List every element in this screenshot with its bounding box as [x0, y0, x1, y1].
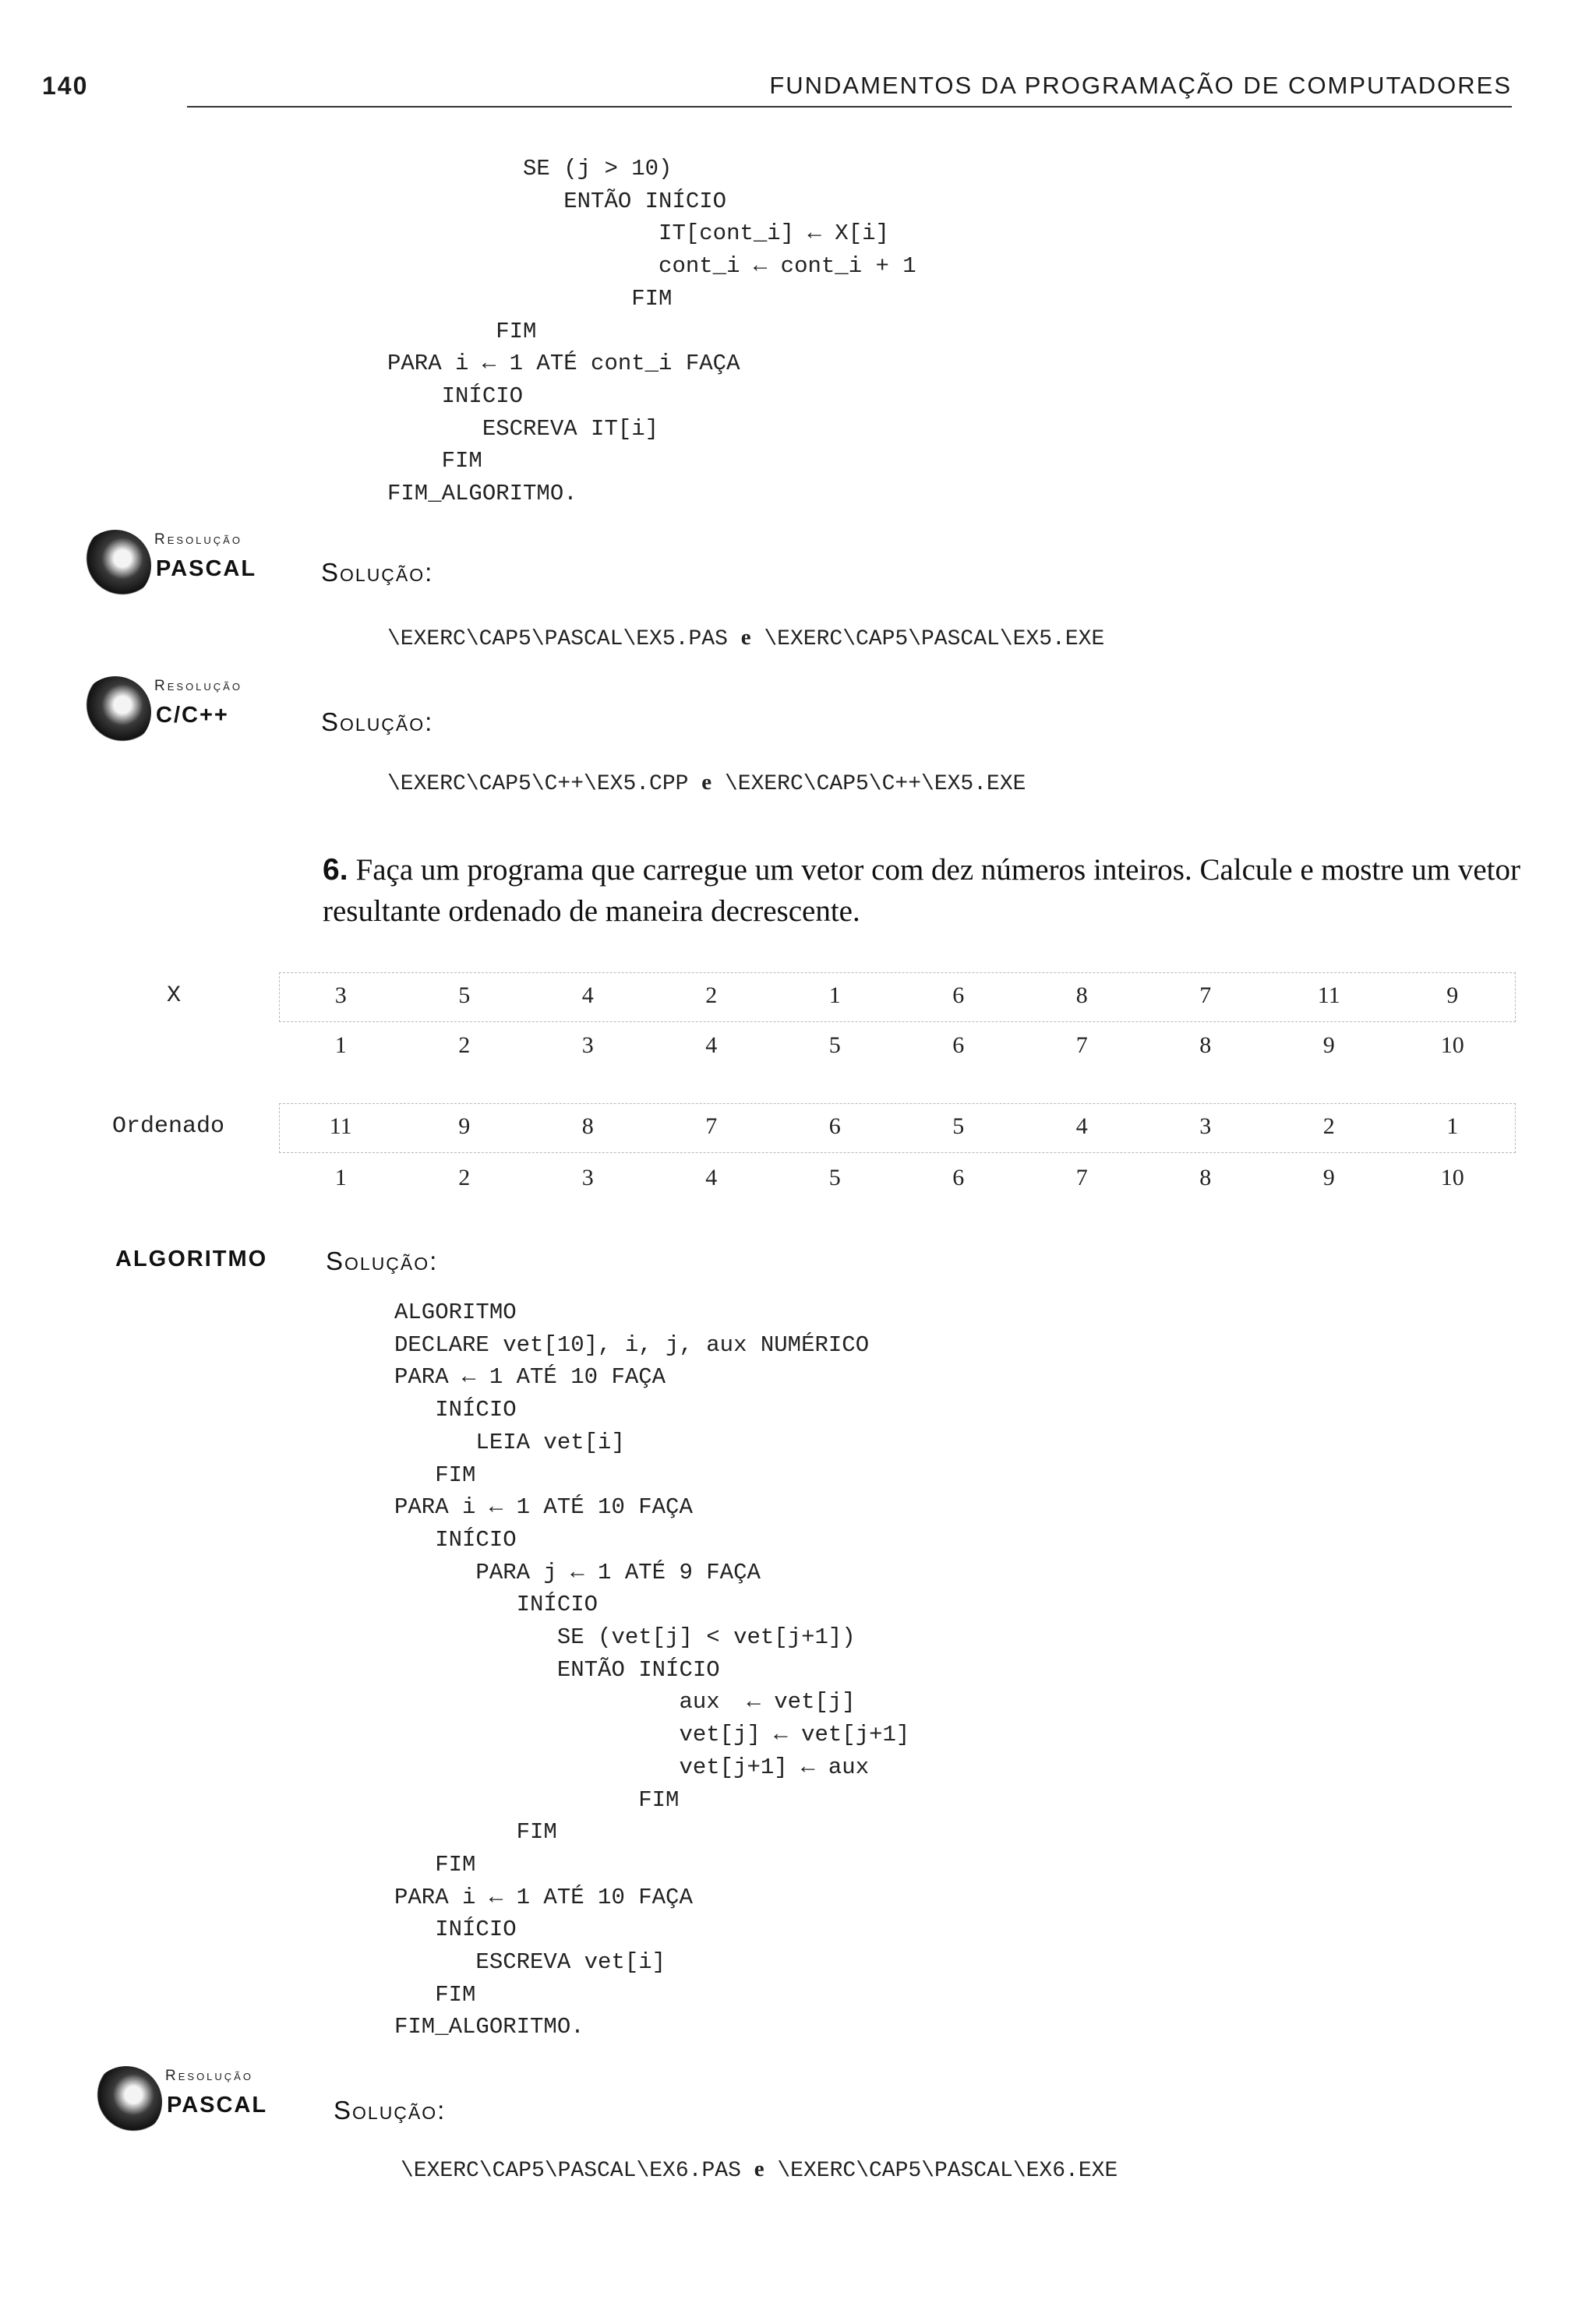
code-line: ALGORITMO	[394, 1300, 517, 1325]
badge-cpp-label: C/C++	[156, 703, 229, 728]
vector-x-label: X	[167, 982, 182, 1009]
code-line: INÍCIO	[394, 1917, 517, 1943]
file-path-line	[387, 625, 1104, 651]
vector-cell: 9	[1322, 1165, 1335, 1190]
vector-cell: 4	[1075, 1113, 1088, 1139]
code-line: FIM	[394, 1851, 476, 1878]
code-block-algorithm	[394, 1296, 909, 2044]
code-line: FIM	[387, 285, 673, 312]
badge-pascal-label: PASCAL	[167, 2093, 268, 2118]
code-line: aux ← vet[j]	[394, 1689, 856, 1716]
code-line: LEIA vet[i]	[394, 1429, 625, 1455]
vector-x-values	[279, 982, 1514, 1009]
badge-resolucao-label: Resolução	[165, 2068, 253, 2084]
code-line: ENTÃO INÍCIO	[387, 188, 727, 214]
code-line: INÍCIO	[394, 1526, 517, 1553]
vector-cell: 2	[458, 1032, 471, 1058]
code-line: ENTÃO INÍCIO	[394, 1656, 720, 1683]
vector-cell: 3	[1199, 1113, 1212, 1139]
badge-pascal-label: PASCAL	[156, 556, 257, 581]
vector-cell: 2	[705, 982, 718, 1008]
vector-ordered-values	[279, 1113, 1514, 1140]
exercise-statement	[323, 849, 1523, 932]
path-exe: \EXERC\CAP5\PASCAL\EX6.EXE	[777, 2159, 1118, 2183]
code-line: FIM	[394, 1819, 557, 1846]
code-line: PARA i ← 1 ATÉ 10 FAÇA	[394, 1884, 693, 1910]
code-line: INÍCIO	[394, 1397, 517, 1423]
solucao-label: Solução:	[321, 707, 434, 736]
vector-cell: 6	[952, 982, 965, 1008]
disc-icon	[79, 530, 151, 601]
vector-cell: 8	[1199, 1032, 1212, 1058]
path-conjunction: e	[740, 625, 751, 650]
vector-cell: 7	[1199, 982, 1212, 1008]
path-cpp: \EXERC\CAP5\C++\EX5.CPP	[387, 772, 689, 796]
vector-cell: 4	[581, 982, 594, 1008]
path-conjunction: e	[754, 2156, 764, 2181]
path-conjunction: e	[701, 770, 712, 795]
solucao-label: Solução:	[334, 2096, 447, 2125]
running-title: FUNDAMENTOS DA PROGRAMAÇÃO DE COMPUTADORES	[769, 72, 1512, 99]
code-line: SE (j > 10)	[387, 156, 673, 182]
code-line: FIM	[394, 1786, 680, 1813]
vector-cell: 2	[1322, 1113, 1335, 1139]
code-line: FIM	[394, 1462, 476, 1488]
vector-cell: 9	[1322, 1032, 1335, 1058]
vector-cell: 9	[1446, 982, 1459, 1008]
vector-cell: 1	[1446, 1113, 1459, 1139]
vector-cell: 7	[1075, 1165, 1088, 1190]
path-exe: \EXERC\CAP5\C++\EX5.EXE	[724, 772, 1026, 796]
badge-resolucao-label: Resolução	[154, 678, 242, 694]
vector-cell: 8	[1075, 982, 1088, 1008]
code-line: vet[j+1] ← aux	[394, 1754, 870, 1780]
badge-algoritmo-label: ALGORITMO	[115, 1247, 268, 1271]
code-line: PARA ← 1 ATÉ 10 FAÇA	[394, 1364, 666, 1391]
code-line: cont_i ← cont_i + 1	[387, 253, 916, 280]
vector-cell: 3	[581, 1032, 594, 1058]
vector-x-indices	[279, 1032, 1514, 1059]
vector-ordered-indices	[279, 1165, 1514, 1191]
code-line: FIM_ALGORITMO.	[394, 2014, 584, 2040]
code-line: FIM	[387, 448, 482, 474]
vector-cell: 9	[458, 1113, 471, 1139]
vector-cell: 5	[828, 1032, 841, 1058]
vector-cell: 7	[705, 1113, 718, 1139]
code-line: PARA i ← 1 ATÉ 10 FAÇA	[394, 1494, 693, 1521]
file-path-line	[401, 2156, 1118, 2183]
code-line: IT[cont_i] ← X[i]	[387, 220, 889, 247]
solucao-label: Solução:	[321, 558, 434, 587]
file-path-line	[387, 770, 1026, 796]
vector-cell: 1	[828, 982, 841, 1008]
code-line: INÍCIO	[387, 383, 524, 409]
path-pas: \EXERC\CAP5\PASCAL\EX6.PAS	[401, 2159, 741, 2183]
exercise-number: 6.	[323, 853, 348, 887]
code-line: FIM	[387, 318, 537, 344]
code-line: INÍCIO	[394, 1592, 598, 1618]
vector-cell: 3	[581, 1165, 594, 1190]
vector-cell: 10	[1440, 1032, 1464, 1058]
code-line: DECLARE vet[10], i, j, aux NUMÉRICO	[394, 1331, 870, 1358]
vector-cell: 6	[952, 1165, 965, 1190]
vector-cell: 7	[1075, 1032, 1088, 1058]
code-line: PARA j ← 1 ATÉ 9 FAÇA	[394, 1559, 761, 1585]
vector-cell: 5	[458, 982, 471, 1008]
path-exe: \EXERC\CAP5\PASCAL\EX5.EXE	[764, 627, 1105, 651]
code-line: FIM	[394, 1981, 476, 2008]
vector-cell: 1	[334, 1032, 347, 1058]
disc-icon	[79, 676, 151, 748]
vector-cell: 4	[705, 1165, 718, 1190]
vector-cell: 4	[705, 1032, 718, 1058]
vector-cell: 1	[334, 1165, 347, 1190]
vector-cell: 5	[952, 1113, 965, 1139]
code-line: FIM_ALGORITMO.	[387, 481, 577, 507]
code-line: ESCREVA IT[i]	[387, 415, 659, 442]
code-block-continuation	[387, 153, 916, 510]
vector-cell: 8	[1199, 1165, 1212, 1190]
code-line: PARA i ← 1 ATÉ cont_i FAÇA	[387, 351, 740, 377]
code-line: ESCREVA vet[i]	[394, 1949, 666, 1976]
disc-icon	[90, 2066, 162, 2138]
vector-cell: 8	[581, 1113, 594, 1139]
path-pas: \EXERC\CAP5\PASCAL\EX5.PAS	[387, 627, 728, 651]
code-line: vet[j] ← vet[j+1]	[394, 1722, 910, 1748]
vector-cell: 6	[952, 1032, 965, 1058]
vector-cell: 2	[458, 1165, 471, 1190]
header-rule	[187, 106, 1512, 108]
vector-cell: 10	[1440, 1165, 1464, 1190]
code-line: SE (vet[j] < vet[j+1])	[394, 1624, 856, 1651]
page-number: 140	[42, 72, 89, 100]
exercise-text: Faça um programa que carregue um vetor com dez números inteiros. Calcule e mostre um vetor resultante ordenado de maneira decrescente.	[323, 853, 1521, 928]
solucao-label: Solução:	[326, 1247, 439, 1275]
badge-resolucao-label: Resolução	[154, 531, 242, 548]
vector-cell: 5	[828, 1165, 841, 1190]
vector-ordered-label: Ordenado	[112, 1113, 225, 1140]
vector-cell: 6	[828, 1113, 841, 1139]
vector-cell: 11	[329, 1113, 352, 1139]
vector-cell: 3	[334, 982, 347, 1008]
vector-cell: 11	[1317, 982, 1340, 1008]
